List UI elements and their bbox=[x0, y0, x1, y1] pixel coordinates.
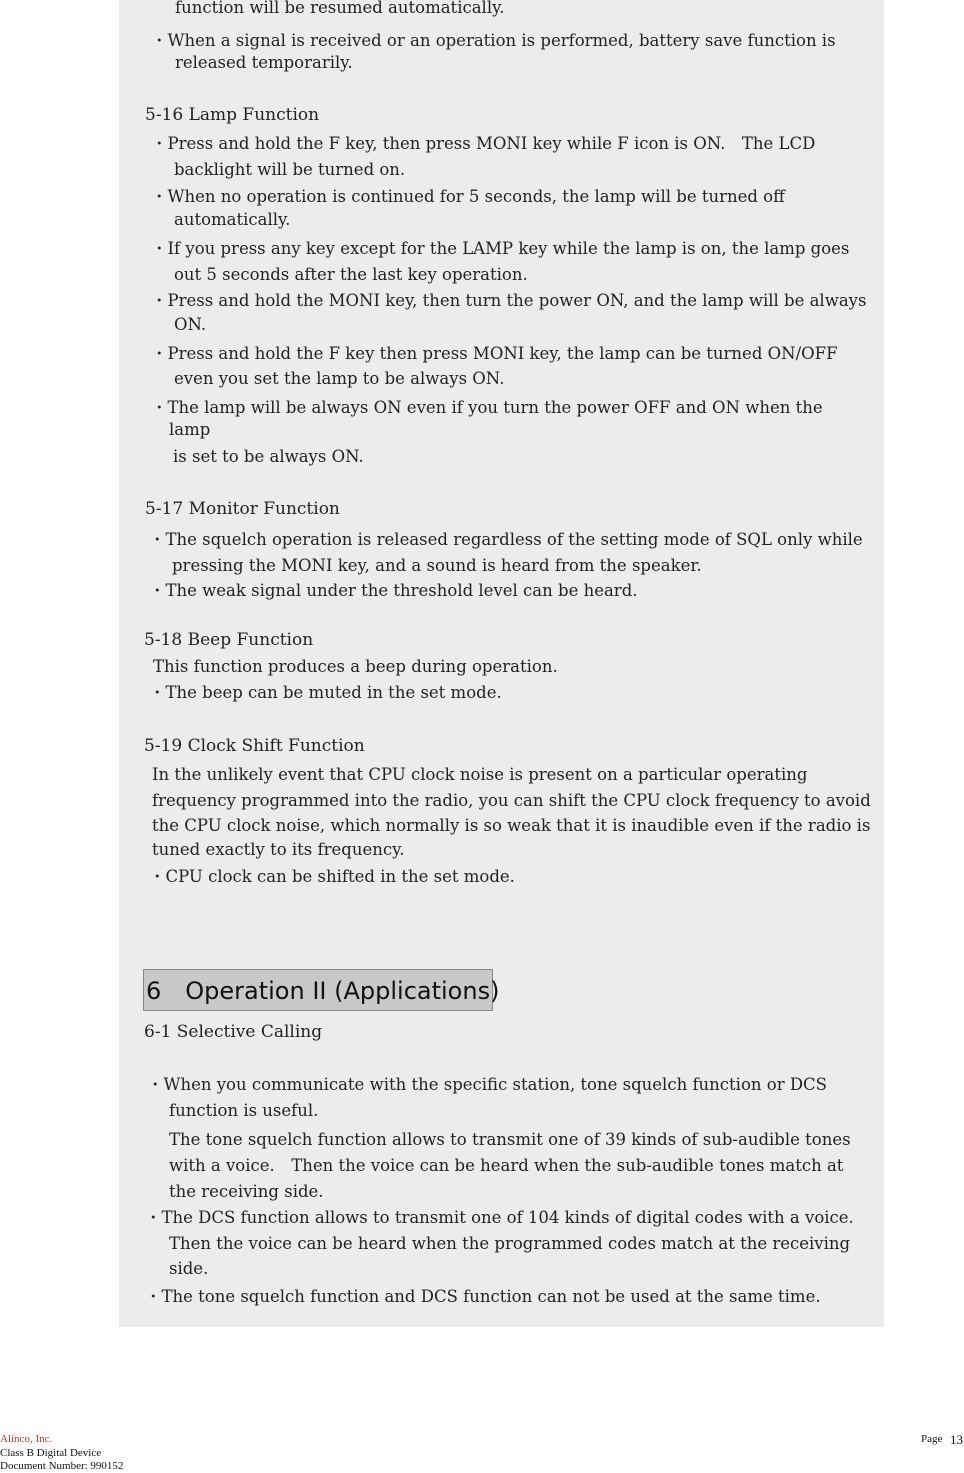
text-line: the receiving side. bbox=[169, 1182, 324, 1201]
footer-document-number: Document Number: 990152 bbox=[0, 1460, 124, 1472]
footer-page-number: 13 bbox=[950, 1432, 963, 1447]
text-line: backlight will be turned on. bbox=[174, 160, 406, 179]
bullet-line: ・If you press any key except for the LAMP key while the lamp is on, the lamp goes bbox=[151, 239, 850, 258]
bullet-line: ・The lamp will be always ON even if you turn the power OFF and ON when the bbox=[151, 398, 823, 417]
bullet-line: ・The DCS function allows to transmit one of 104 kinds of digital codes with a voice. bbox=[145, 1208, 854, 1227]
bullet-line: ・When no operation is continued for 5 seconds, the lamp will be turned off bbox=[151, 187, 785, 206]
footer-page-label: Page bbox=[921, 1433, 943, 1445]
section-heading-5-16: 5-16 Lamp Function bbox=[145, 105, 320, 125]
text-line: the CPU clock noise, which normally is so weak that it is inaudible even if the radio is bbox=[152, 816, 871, 835]
section-heading-5-18: 5-18 Beep Function bbox=[144, 630, 314, 650]
text-line: ON. bbox=[174, 315, 207, 334]
bullet-line: ・When a signal is received or an operation is performed, battery save function is bbox=[151, 31, 836, 50]
bullet-line: ・The beep can be muted in the set mode. bbox=[149, 683, 502, 702]
text-line: tuned exactly to its frequency. bbox=[152, 840, 405, 859]
bullet-line: ・Press and hold the MONI key, then turn the power ON, and the lamp will be always bbox=[151, 291, 867, 310]
section-heading-5-17: 5-17 Monitor Function bbox=[145, 499, 340, 519]
section-heading-5-19: 5-19 Clock Shift Function bbox=[144, 736, 365, 756]
footer-device-class: Class B Digital Device bbox=[0, 1447, 102, 1459]
text-line: Then the voice can be heard when the programmed codes match at the receiving bbox=[169, 1234, 851, 1253]
section-heading-6-1: 6-1 Selective Calling bbox=[144, 1022, 323, 1042]
section-banner-operation-ii: 6 Operation II (Applications) bbox=[143, 969, 493, 1011]
text-line: The tone squelch function allows to transmit one of 39 kinds of sub-audible tones bbox=[169, 1130, 851, 1149]
text-line: This function produces a beep during operation. bbox=[153, 657, 558, 676]
text-line: pressing the MONI key, and a sound is heard from the speaker. bbox=[172, 556, 702, 575]
bullet-line: ・The squelch operation is released regardless of the setting mode of SQL only while bbox=[149, 530, 863, 549]
text-line: In the unlikely event that CPU clock noise is present on a particular operating bbox=[152, 765, 808, 784]
text-line: automatically. bbox=[174, 210, 291, 229]
text-line: with a voice. Then the voice can be heard when the sub-audible tones match at bbox=[169, 1156, 844, 1175]
bullet-line: ・When you communicate with the specific station, tone squelch function or DCS bbox=[147, 1075, 827, 1094]
text-line: frequency programmed into the radio, you can shift the CPU clock frequency to avoid bbox=[152, 791, 871, 810]
text-line: is set to be always ON. bbox=[173, 447, 364, 466]
bullet-line: ・The tone squelch function and DCS function can not be used at the same time. bbox=[145, 1287, 821, 1306]
text-line: side. bbox=[169, 1259, 209, 1278]
text-line: released temporarily. bbox=[175, 53, 353, 72]
bullet-line: ・Press and hold the F key then press MONI key, the lamp can be turned ON/OFF bbox=[151, 344, 838, 363]
scanned-manual-page bbox=[119, 0, 884, 1327]
bullet-line: ・CPU clock can be shifted in the set mode. bbox=[149, 867, 515, 886]
text-line: function is useful. bbox=[169, 1101, 319, 1120]
text-line: lamp bbox=[169, 420, 211, 439]
footer-company: Alinco, Inc. bbox=[0, 1433, 53, 1445]
bullet-line: ・Press and hold the F key, then press MONI key while F icon is ON. The LCD bbox=[151, 134, 816, 153]
text-line: out 5 seconds after the last key operation. bbox=[174, 265, 528, 284]
text-line: function will be resumed automatically. bbox=[175, 0, 505, 17]
bullet-line: ・The weak signal under the threshold level can be heard. bbox=[149, 581, 638, 600]
text-line: even you set the lamp to be always ON. bbox=[174, 369, 505, 388]
